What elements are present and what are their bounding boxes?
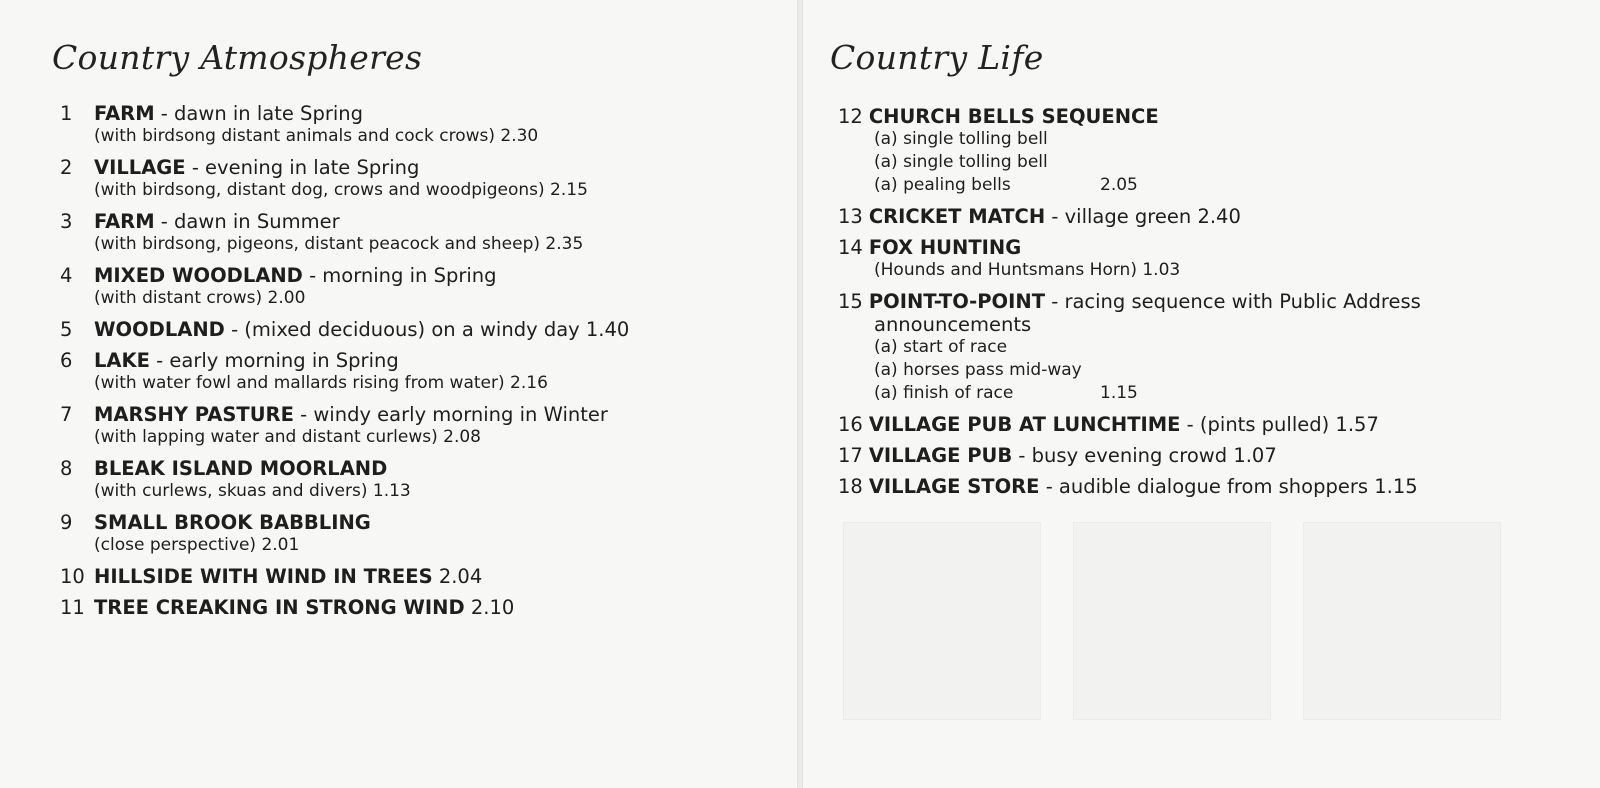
track-description: - dawn in Summer	[154, 210, 340, 233]
track-description: - village green 2.40	[1045, 205, 1241, 228]
track-12	[838, 105, 1421, 197]
track-4	[60, 264, 629, 310]
country-life-track-list	[838, 105, 1421, 498]
sub-item: (a) horses pass mid-way	[874, 360, 1082, 380]
track-duration: 1.15	[1100, 383, 1138, 403]
faint-show-through-image	[1073, 522, 1271, 720]
track-description: - busy evening crowd 1.07	[1012, 444, 1277, 467]
track-number: 8	[60, 457, 73, 480]
track-detail: (Hounds and Huntsmans Horn) 1.03	[874, 260, 1181, 280]
track-title: MARSHY PASTURE	[94, 403, 294, 426]
track-title: CRICKET MATCH	[868, 205, 1046, 228]
track-13	[838, 205, 1421, 228]
track-title: HILLSIDE WITH WIND IN TREES	[94, 565, 433, 588]
track-9	[60, 511, 629, 557]
track-title: VILLAGE STORE	[868, 475, 1040, 498]
left-page	[0, 0, 797, 788]
track-number: 12	[838, 105, 863, 128]
section-title-country-life: Country Life	[830, 38, 1044, 77]
track-17	[838, 444, 1421, 467]
track-detail: (with curlews, skuas and divers) 1.13	[94, 481, 411, 501]
track-number: 2	[60, 156, 73, 179]
track-2	[60, 156, 629, 202]
track-10	[60, 565, 629, 588]
sub-item: (a) finish of race 1.15	[874, 383, 1138, 403]
track-3	[60, 210, 629, 256]
track-number: 10	[60, 565, 85, 588]
track-number: 17	[838, 444, 863, 467]
track-7	[60, 403, 629, 449]
country-atmospheres-track-list	[60, 102, 629, 619]
track-number: 15	[838, 290, 863, 313]
track-number: 14	[838, 236, 863, 259]
track-title: CHURCH BELLS SEQUENCE	[868, 105, 1159, 128]
track-title: SMALL BROOK BABBLING	[94, 511, 371, 534]
section-title-country-atmospheres: Country Atmospheres	[52, 38, 423, 77]
track-title: LAKE	[94, 349, 150, 372]
track-detail: (with birdsong, distant dog, crows and woodpigeons) 2.15	[94, 180, 588, 200]
track-description: 2.10	[464, 596, 515, 619]
sub-item-list	[838, 336, 1421, 405]
sub-item-list	[838, 128, 1421, 197]
track-title: VILLAGE PUB	[868, 444, 1013, 467]
track-title: VILLAGE PUB AT LUNCHTIME	[868, 413, 1181, 436]
track-title: BLEAK ISLAND MOORLAND	[94, 457, 388, 480]
track-16	[838, 413, 1421, 436]
sub-item: (a) pealing bells 2.05	[874, 175, 1138, 195]
track-duration: 2.05	[1100, 175, 1138, 195]
track-number: 13	[838, 205, 863, 228]
track-title: FOX HUNTING	[868, 236, 1022, 259]
sub-item: (a) single tolling bell	[874, 129, 1048, 149]
track-number: 11	[60, 596, 85, 619]
track-description: - windy early morning in Winter	[293, 403, 608, 426]
right-page	[803, 0, 1600, 788]
track-14	[838, 236, 1421, 282]
track-6	[60, 349, 629, 395]
track-description: - racing sequence with Public Address	[1045, 290, 1421, 313]
track-title: FARM	[94, 102, 155, 125]
track-number: 18	[838, 475, 863, 498]
track-number: 7	[60, 403, 73, 426]
faint-show-through-image	[843, 522, 1041, 720]
track-number: 5	[60, 318, 73, 341]
track-detail: (close perspective) 2.01	[94, 535, 300, 555]
track-number: 16	[838, 413, 863, 436]
track-detail: (with lapping water and distant curlews) 2.08	[94, 427, 481, 447]
track-title: POINT-TO-POINT	[868, 290, 1046, 313]
faint-show-through-image	[1303, 522, 1501, 720]
track-title: WOODLAND	[94, 318, 225, 341]
track-detail: (with birdsong, pigeons, distant peacock and sheep) 2.35	[94, 234, 584, 254]
track-description: - evening in late Spring	[185, 156, 420, 179]
track-description: - morning in Spring	[302, 264, 497, 287]
track-detail: (with water fowl and mallards rising from water) 2.16	[94, 373, 548, 393]
track-number: 9	[60, 511, 73, 534]
track-description: - audible dialogue from shoppers 1.15	[1039, 475, 1418, 498]
track-11	[60, 596, 629, 619]
track-number: 6	[60, 349, 73, 372]
track-description: 2.04	[432, 565, 483, 588]
track-title: VILLAGE	[94, 156, 186, 179]
track-title: FARM	[94, 210, 155, 233]
track-detail: (with birdsong distant animals and cock crows) 2.30	[94, 126, 539, 146]
sub-item: (a) single tolling bell	[874, 152, 1048, 172]
track-15	[838, 290, 1421, 405]
track-18	[838, 475, 1421, 498]
track-description: - dawn in late Spring	[154, 102, 363, 125]
track-description: - (pints pulled) 1.57	[1180, 413, 1379, 436]
track-number: 1	[60, 102, 73, 125]
track-title: TREE CREAKING IN STRONG WIND	[94, 596, 465, 619]
track-description: - (mixed deciduous) on a windy day 1.40	[224, 318, 630, 341]
track-detail: (with distant crows) 2.00	[94, 288, 306, 308]
sub-item: (a) start of race	[874, 337, 1008, 357]
track-description-continued: announcements	[874, 313, 1032, 336]
track-description: - early morning in Spring	[149, 349, 399, 372]
track-number: 4	[60, 264, 73, 287]
track-title: MIXED WOODLAND	[94, 264, 303, 287]
track-8	[60, 457, 629, 503]
track-1	[60, 102, 629, 148]
track-number: 3	[60, 210, 73, 233]
track-5	[60, 318, 629, 341]
